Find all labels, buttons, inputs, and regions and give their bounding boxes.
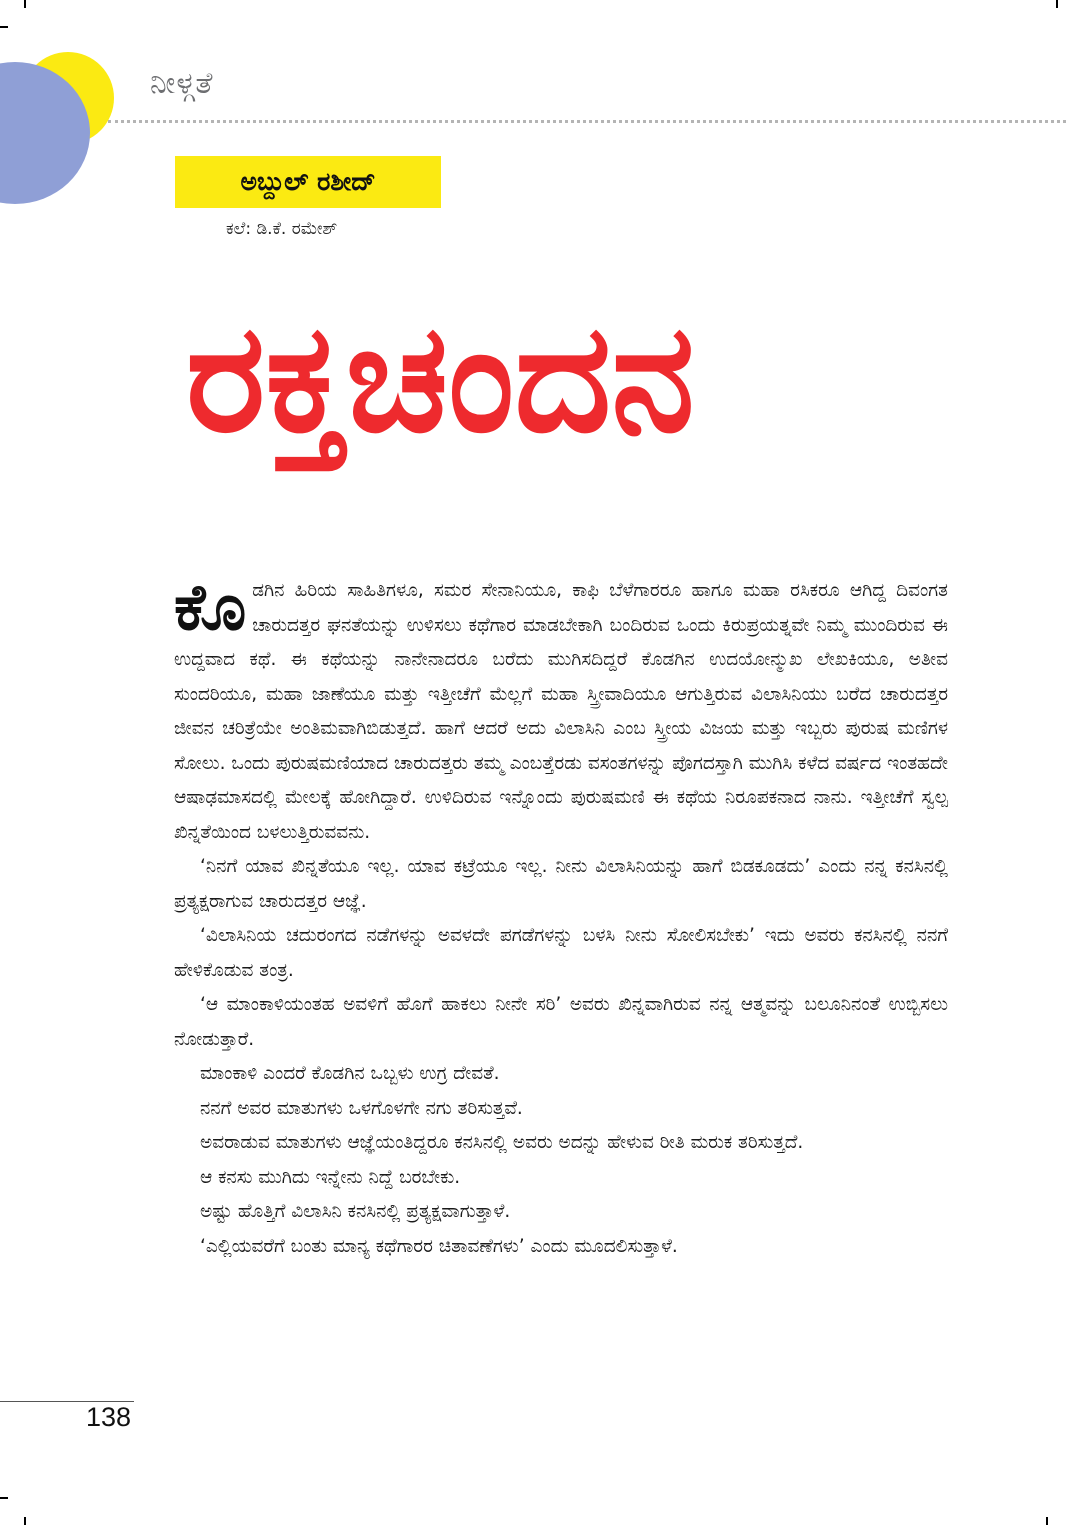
author-name: ಅಬ್ದುಲ್ ರಶೀದ್ — [240, 167, 376, 196]
story-title: ರಕ್ತಚಂದನ — [186, 292, 695, 466]
article-paragraph: ಅಷ್ಟು ಹೊತ್ತಿಗೆ ವಿಲಾಸಿನಿ ಕನಸಿನಲ್ಲಿ ಪ್ರತ್ಯಕ್ಷವಾಗುತ್ತಾಳೆ. — [200, 1201, 511, 1222]
article-paragraph: ನನಗೆ ಅವರ ಮಾತುಗಳು ಒಳಗೊಳಗೇ ನಗು ತರಿಸುತ್ತವೆ. — [200, 1097, 523, 1119]
article-paragraph: ‘ನಿನಗೆ ಯಾವ ಖಿನ್ನತೆಯೂ ಇಲ್ಲ. ಯಾವ ಕಟ್ರೆಯೂ ಇಲ್ಲ. ನೀನು ವಿಲಾಸಿನಿಯನ್ನು ಹಾಗೆ ಬಿಡಕೂಡದು’ ಎಂದು ನನ್ನ ಕನಸಿನಲ್ಲಿ ಪ್ರತ್ಯಕ್ಷರಾಗುವ ಚಾರುದತ್ತರ ಆಜ್ಞೆ. — [174, 856, 948, 912]
article-paragraph: ‘ವಿಲಾಸಿನಿಯ ಚದುರಂಗದ ನಡೆಗಳನ್ನು ಅವಳದೇ ಪಗಡೆಗಳನ್ನು ಬಳಸಿ ನೀನು ಸೋಲಿಸಬೇಕು’ ಇದು ಅವರು ಕನಸಿನಲ್ಲಿ ನನಗೆ ಹೇಳಿಕೊಡುವ ತಂತ್ರ. — [174, 925, 948, 981]
art-credit: ಕಲೆ: ಡಿ.ಕೆ. ರಮೇಶ್ — [226, 219, 338, 239]
article-body — [174, 571, 948, 1264]
drop-cap: ಕೊ — [174, 571, 247, 645]
article-paragraph: ಆ ಕನಸು ಮುಗಿದು ಇನ್ನೇನು ನಿದ್ದೆ ಬರಬೇಕು. — [200, 1166, 461, 1188]
article-paragraph: ಮಾಂಕಾಳಿ ಎಂದರೆ ಕೊಡಗಿನ ಒಬ್ಬಳು ಉಗ್ರ ದೇವತೆ. — [200, 1063, 500, 1084]
crop-mark-bottom-right — [1046, 1517, 1048, 1525]
article-paragraph: ‘ಎಲ್ಲಿಯವರೆಗೆ ಬಂತು ಮಾನ್ಯ ಕಥೆಗಾರರ ಚಿತಾವಣೆಗಳು’ ಎಂದು ಮೂದಲಿಸುತ್ತಾಳೆ. — [200, 1235, 678, 1257]
section-label: ನೀಳ್ಗತೆ — [150, 66, 214, 101]
crop-mark-left-top — [0, 26, 8, 28]
author-highlight-box — [175, 156, 441, 208]
dotted-divider — [108, 120, 1066, 123]
crop-mark-bottom-left — [24, 1517, 26, 1525]
crop-mark-left-bottom — [0, 1497, 8, 1499]
crop-mark-top-left — [24, 0, 26, 8]
article-paragraph: ಅವರಾಡುವ ಮಾತುಗಳು ಆಜ್ಞೆಯಂತಿದ್ದರೂ ಕನಸಿನಲ್ಲಿ ಅವರು ಅದನ್ನು ಹೇಳುವ ರೀತಿ ಮರುಕ ತರಿಸುತ್ತದೆ. — [200, 1132, 804, 1153]
page-number: 138 — [86, 1402, 132, 1432]
crop-mark-top-right — [1056, 0, 1058, 8]
article-paragraph: ಕೊಡಗಿನ ಹಿರಿಯ ಸಾಹಿತಿಗಳೂ, ಸಮರ ಸೇನಾನಿಯೂ, ಕಾಫಿ ಬೆಳೆಗಾರರೂ ಹಾಗೂ ಮಹಾ ರಸಿಕರೂ ಆಗಿದ್ದ ದಿವಂಗತ ಚಾರುದತ್ತರ ಘನತೆಯನ್ನು ಉಳಿಸಲು ಕಥೆಗಾರ ಮಾಡಬೇಕಾಗಿ ಬಂದಿರುವ ಒಂದು ಕಿರುಪ್ರಯತ್ನವೇ ನಿಮ್ಮ ಮುಂದಿರುವ ಈ ಉದ್ದವಾದ ಕಥೆ. ಈ ಕಥೆಯನ್ನು ನಾನೇನಾದರೂ ಬರೆದು ಮುಗಿಸದಿದ್ದರೆ ಕೊಡಗಿನ ಉದಯೋನ್ಮುಖ ಲೇಖಕಿಯೂ, ಅತೀವ ಸುಂದರಿಯೂ, ಮಹಾ ಜಾಣೆಯೂ ಮತ್ತು ಇತ್ತೀಚೆಗೆ ಮೆಲ್ಲಗೆ ಮಹಾ ಸ್ತ್ರೀವಾದಿಯೂ ಆಗುತ್ತಿರುವ ವಿಲಾಸಿನಿಯು ಬರೆದ ಚಾರುದತ್ತರ ಜೀವನ ಚರಿತ್ರೆಯೇ ಅಂತಿಮವಾಗಿಬಿಡುತ್ತದೆ. ಹಾಗೆ ಆದರೆ ಅದು ವಿಲಾಸಿನಿ ಎಂಬ ಸ್ತ್ರೀಯ ವಿಜಯ ಮತ್ತು ಇಬ್ಬರು ಪುರುಷ ಮಣಿಗಳ ಸೋಲು. ಒಂದು ಪುರುಷಮಣಿಯಾದ ಚಾರುದತ್ತರು ತಮ್ಮ ಎಂಬತ್ತೆರಡು ವಸಂತಗಳನ್ನು ಪೊಗದಸ್ತಾಗಿ ಮುಗಿಸಿ ಕಳೆದ ವರ್ಷದ ಇಂತಹದೇ ಆಷಾಢಮಾಸದಲ್ಲಿ ಮೇಲಕ್ಕೆ ಹೋಗಿದ್ದಾರೆ. ಉಳಿದಿರುವ ಇನ್ನೊಂದು ಪುರುಷಮಣಿ ಈ ಕಥೆಯ ನಿರೂಪಕನಾದ ನಾನು. ಇತ್ತೀಚೆಗೆ ಸ್ವಲ್ಪ ಖಿನ್ನತೆಯಿಂದ ಬಳಲುತ್ತಿರುವವನು. — [174, 571, 948, 843]
article-paragraph: ‘ಆ ಮಾಂಕಾಳಿಯಂತಹ ಅವಳಿಗೆ ಹೊಗೆ ಹಾಕಲು ನೀನೇ ಸರಿ’ ಅವರು ಖಿನ್ನವಾಗಿರುವ ನನ್ನ ಆತ್ಮವನ್ನು ಬಲೂನಿನಂತೆ ಉಬ್ಬಿಸಲು ನೋಡುತ್ತಾರೆ. — [174, 994, 948, 1050]
